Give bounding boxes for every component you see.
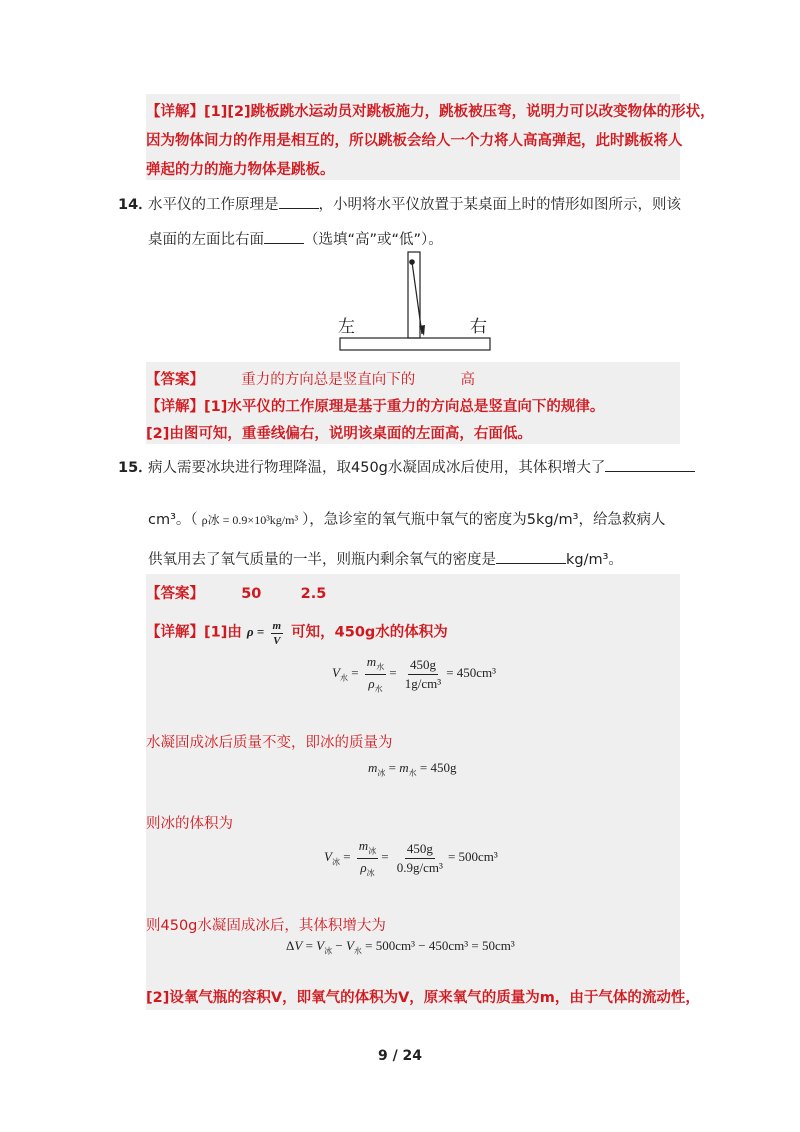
answer-2: 高 bbox=[460, 372, 475, 388]
answer-tag: 【答案】 bbox=[146, 372, 204, 388]
answer-blank bbox=[264, 229, 304, 244]
detail-tag: 【详解】 bbox=[146, 624, 204, 641]
level-base bbox=[340, 338, 490, 350]
question-15-line-3: 供氧用去了氧气质量的一半，则瓶内剩余氧气的密度是 kg/m³。 bbox=[148, 548, 623, 569]
detail-line-2: [2]由图可知，重垂线偏右，说明该桌面的左面高，右面低。 bbox=[146, 426, 532, 442]
question-15-line-2: cm³。（ ρ冰 = 0.9×10³kg/m³ ），急诊室的氧气瓶中氧气的密度为5kg/m³，给急救病人 bbox=[148, 512, 666, 528]
detail-line-3: 弹起的力的施力物体是跳板。 bbox=[146, 162, 335, 178]
detail-mid-1: 水凝固成冰后质量不变，即冰的质量为 bbox=[146, 735, 393, 751]
q14-answer-block bbox=[146, 362, 680, 444]
level-figure bbox=[330, 248, 500, 358]
given-density-formula: ρ冰 = 0.9×10³kg/m³ bbox=[201, 513, 299, 527]
answer-tag: 【答案】 bbox=[146, 586, 204, 602]
detail-mid-3: 则450g水凝固成冰后，其体积增大为 bbox=[146, 918, 386, 934]
density-formula: ρ = $\frac{m}{V}$ bbox=[246, 620, 282, 647]
answer-1: 重力的方向总是竖直向下的 bbox=[241, 372, 416, 388]
question-15-number: 15． bbox=[118, 460, 153, 476]
detail-line-1: [1][2]跳板跳水运动员对跳板施力，跳板被压弯，说明力可以改变物体的形状， bbox=[204, 104, 715, 120]
level-post bbox=[408, 252, 420, 338]
equation-volume-increase: $\Delta V = V_冰 - V_水 = 500cm^3 - 450cm^3 = 50cm^3$ bbox=[286, 938, 515, 956]
detail-mid-2: 则冰的体积为 bbox=[146, 816, 233, 832]
answer-blank bbox=[605, 457, 695, 472]
detail-last-line: [2]设氧气瓶的容积V，即氧气的体积为V，原来氧气的质量为m，由于气体的流动性， bbox=[146, 990, 700, 1006]
answer-1: 50 bbox=[241, 586, 262, 602]
prev-detail-block bbox=[146, 94, 715, 180]
detail-tag: 【详解】 bbox=[146, 104, 204, 120]
detail-line-1: [1]水平仪的工作原理是基于重力的方向总是竖直向下的规律。 bbox=[204, 399, 605, 415]
answer-blank bbox=[496, 549, 566, 564]
question-14-line-1: 水平仪的工作原理是 ，小明将水平仪放置于某桌面上时的情形如图所示，则该 bbox=[148, 193, 681, 214]
equation-water-volume: $V_水$ = $\frac{m_水}{\rho_水}$ = $\frac{450g}{\text{1g/cm³}}$ = 450cm³ bbox=[332, 654, 497, 694]
question-14-line-2: 桌面的左面比右面 （选填“高”或“低”）。 bbox=[148, 228, 443, 249]
detail-tag: 【详解】 bbox=[146, 399, 204, 415]
answer-blank bbox=[279, 194, 319, 209]
question-15-line-1: 病人需要冰块进行物理降温，取450g水凝固成冰后使用，其体积增大了 bbox=[148, 456, 695, 477]
answer-2: 2.5 bbox=[300, 586, 327, 602]
question-14-number: 14． bbox=[118, 197, 153, 213]
page-number: 9 / 24 bbox=[377, 1048, 423, 1064]
detail-line-2: 因为物体间力的作用是相互的，所以跳板会给人一个力将人高高弹起，此时跳板将人 bbox=[146, 133, 683, 149]
equation-ice-volume: $V_冰$ = $\frac{m_冰}{\rho_冰}$ = $\frac{450g}{\text{0.9g/cm³}}$ = 500cm³ bbox=[324, 838, 498, 878]
label-right: 右 bbox=[470, 317, 487, 337]
q15-answer-block: 【答案】 50 2.5 【详解】[1]由 ρ = $\frac{m}{V}$ 可知，450g水的体积为 $V_水$ = $\frac{m_水}{\rho_水}$ = $\frac{450g}{\text{1g/cm³}}$ = 450cm³ 水凝固成冰后质量不变，即冰的质量为 $m_冰 = m_水 = 450g$ 则冰的体积为 $V_冰$ = $\frac{m_冰}{\rho_冰}$ = $\frac{450g}{\text{0.9g/cm³}}$ = 500cm³ 则450g水凝固成冰后，其体积增大为 $\Delta V = V_冰 - V_水 = 500cm^3 - 450cm^3 = 50cm^3$ [2]设氧气瓶的容积V，即氧气的体积为V，原来氧气的质量为m，由于气体的流动性， bbox=[146, 574, 680, 1010]
label-left: 左 bbox=[338, 317, 355, 337]
equation-ice-mass: $m_冰 = m_水 = 450g$ bbox=[368, 760, 457, 778]
